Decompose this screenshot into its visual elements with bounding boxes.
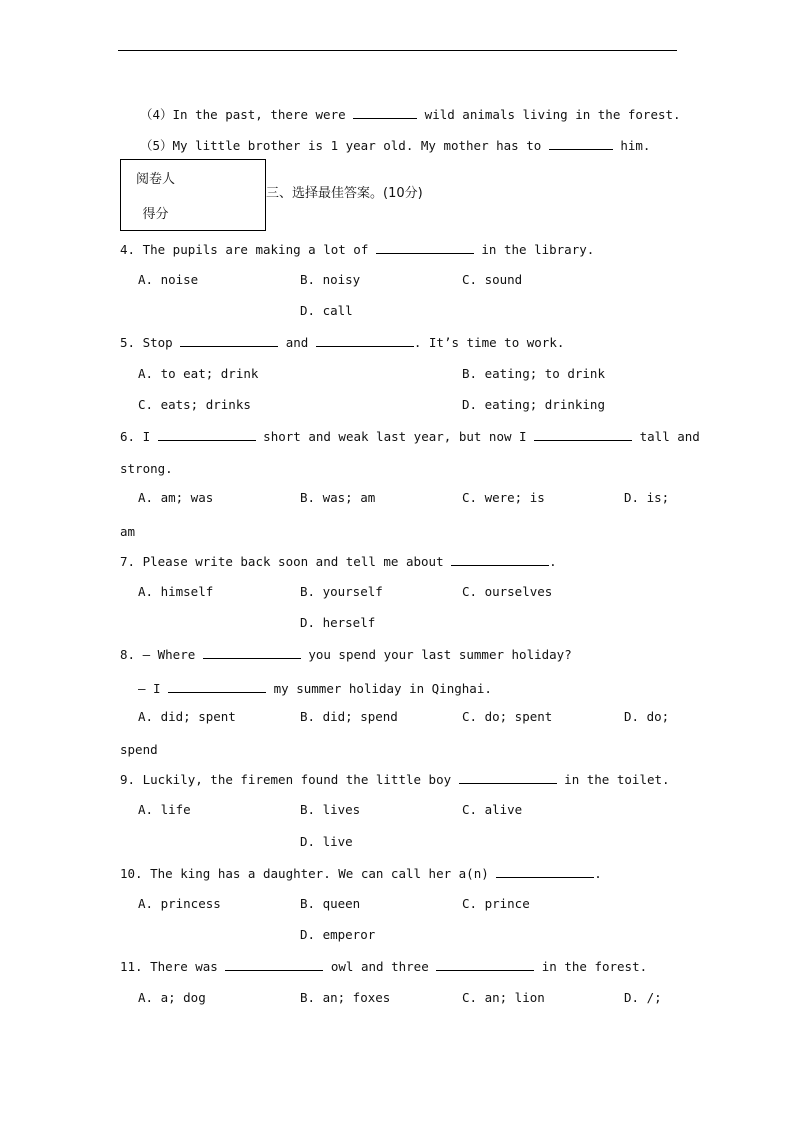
question-5 — [120, 334, 564, 351]
reviewer-label: 阅卷人 — [135, 172, 175, 187]
option-10d[interactable]: D. emperor — [300, 927, 376, 942]
fill-item-text: him. — [612, 138, 651, 153]
question-4 — [120, 241, 594, 258]
option-9c[interactable]: C. alive — [462, 802, 523, 817]
option-7c[interactable]: C. ourselves — [462, 584, 553, 599]
question-text: tall and — [632, 429, 700, 444]
question-text: 5. Stop — [120, 335, 181, 350]
answer-blank[interactable] — [225, 958, 323, 971]
question-text: in the toilet. — [556, 772, 670, 787]
question-text: short and weak last year, but now I — [255, 429, 535, 444]
option-5d[interactable]: D. eating; drinking — [462, 397, 605, 412]
question-text: in the forest. — [534, 959, 648, 974]
question-text: my summer holiday in Qinghai. — [266, 681, 492, 696]
answer-blank[interactable] — [353, 106, 417, 119]
option-11c[interactable]: C. an; lion — [462, 990, 545, 1005]
grader-table — [120, 159, 266, 231]
question-6 — [120, 428, 700, 445]
question-text: and — [278, 335, 316, 350]
option-10b[interactable]: B. queen — [300, 896, 361, 911]
option-9d[interactable]: D. live — [300, 834, 353, 849]
fill-item-text: wild animals living in the forest. — [417, 107, 681, 122]
option-9b[interactable]: B. lives — [300, 802, 361, 817]
option-9a[interactable]: A. life — [138, 802, 191, 817]
option-11a[interactable]: A. a; dog — [138, 990, 206, 1005]
question-9 — [120, 771, 670, 788]
fill-item-text: （5）My little brother is 1 year old. My mother has to — [140, 138, 549, 153]
question-text: owl and three — [323, 959, 437, 974]
option-6b[interactable]: B. was; am — [300, 490, 376, 505]
question-11 — [120, 958, 647, 975]
question-text: . — [594, 866, 602, 881]
option-6d[interactable]: D. is; — [624, 490, 670, 505]
question-10 — [120, 865, 602, 882]
question-text: 9. Luckily, the firemen found the little boy — [120, 772, 459, 787]
option-8d-continued: spend — [120, 742, 158, 757]
question-text: . It’s time to work. — [413, 335, 565, 350]
question-7 — [120, 553, 557, 570]
answer-blank[interactable] — [436, 958, 534, 971]
answer-blank[interactable] — [168, 680, 266, 693]
option-8d[interactable]: D. do; — [624, 709, 670, 724]
option-6d-continued: am — [120, 524, 136, 539]
fill-item-text: （4）In the past, there were — [140, 107, 354, 122]
option-7a[interactable]: A. himself — [138, 584, 214, 599]
option-5c[interactable]: C. eats; drinks — [138, 397, 251, 412]
option-5b[interactable]: B. eating; to drink — [462, 366, 605, 381]
reviewer-cell — [190, 160, 265, 195]
question-text: . — [549, 554, 557, 569]
section-title: 三、选择最佳答案。(10分) — [266, 186, 423, 201]
option-8c[interactable]: C. do; spent — [462, 709, 553, 724]
option-6c[interactable]: C. were; is — [462, 490, 545, 505]
question-8-reply — [138, 680, 492, 697]
answer-blank[interactable] — [496, 865, 594, 878]
question-text: 6. I — [120, 429, 158, 444]
answer-blank[interactable] — [451, 553, 549, 566]
question-text: 11. There was — [120, 959, 226, 974]
option-4d[interactable]: D. call — [300, 303, 353, 318]
option-8a[interactable]: A. did; spent — [138, 709, 236, 724]
option-6a[interactable]: A. am; was — [138, 490, 214, 505]
score-label: 得分 — [142, 207, 169, 222]
answer-blank[interactable] — [180, 334, 278, 347]
question-text: you spend your last summer holiday? — [300, 647, 572, 662]
option-10c[interactable]: C. prince — [462, 896, 530, 911]
fill-item-4 — [140, 106, 681, 123]
answer-blank[interactable] — [203, 646, 301, 659]
option-10a[interactable]: A. princess — [138, 896, 221, 911]
question-text: — I — [138, 681, 169, 696]
option-4a[interactable]: A. noise — [138, 272, 199, 287]
question-text: 8. — Where — [120, 647, 203, 662]
fill-item-5 — [140, 137, 650, 154]
answer-blank[interactable] — [459, 771, 557, 784]
question-text: in the library. — [473, 242, 595, 257]
question-6-continued: strong. — [120, 461, 173, 476]
header-rule — [118, 50, 677, 51]
option-7d[interactable]: D. herself — [300, 615, 376, 630]
answer-blank[interactable] — [316, 334, 414, 347]
question-text: 4. The pupils are making a lot of — [120, 242, 376, 257]
option-11b[interactable]: B. an; foxes — [300, 990, 391, 1005]
option-7b[interactable]: B. yourself — [300, 584, 383, 599]
answer-blank[interactable] — [549, 137, 613, 150]
answer-blank[interactable] — [534, 428, 632, 441]
answer-blank[interactable] — [158, 428, 256, 441]
option-4c[interactable]: C. sound — [462, 272, 523, 287]
question-text: 10. The king has a daughter. We can call her a(n) — [120, 866, 497, 881]
option-8b[interactable]: B. did; spend — [300, 709, 398, 724]
option-5a[interactable]: A. to eat; drink — [138, 366, 259, 381]
option-11d[interactable]: D. /; — [624, 990, 662, 1005]
score-cell — [190, 195, 265, 230]
answer-blank[interactable] — [376, 241, 474, 254]
question-8 — [120, 646, 572, 663]
question-text: 7. Please write back soon and tell me about — [120, 554, 452, 569]
option-4b[interactable]: B. noisy — [300, 272, 361, 287]
